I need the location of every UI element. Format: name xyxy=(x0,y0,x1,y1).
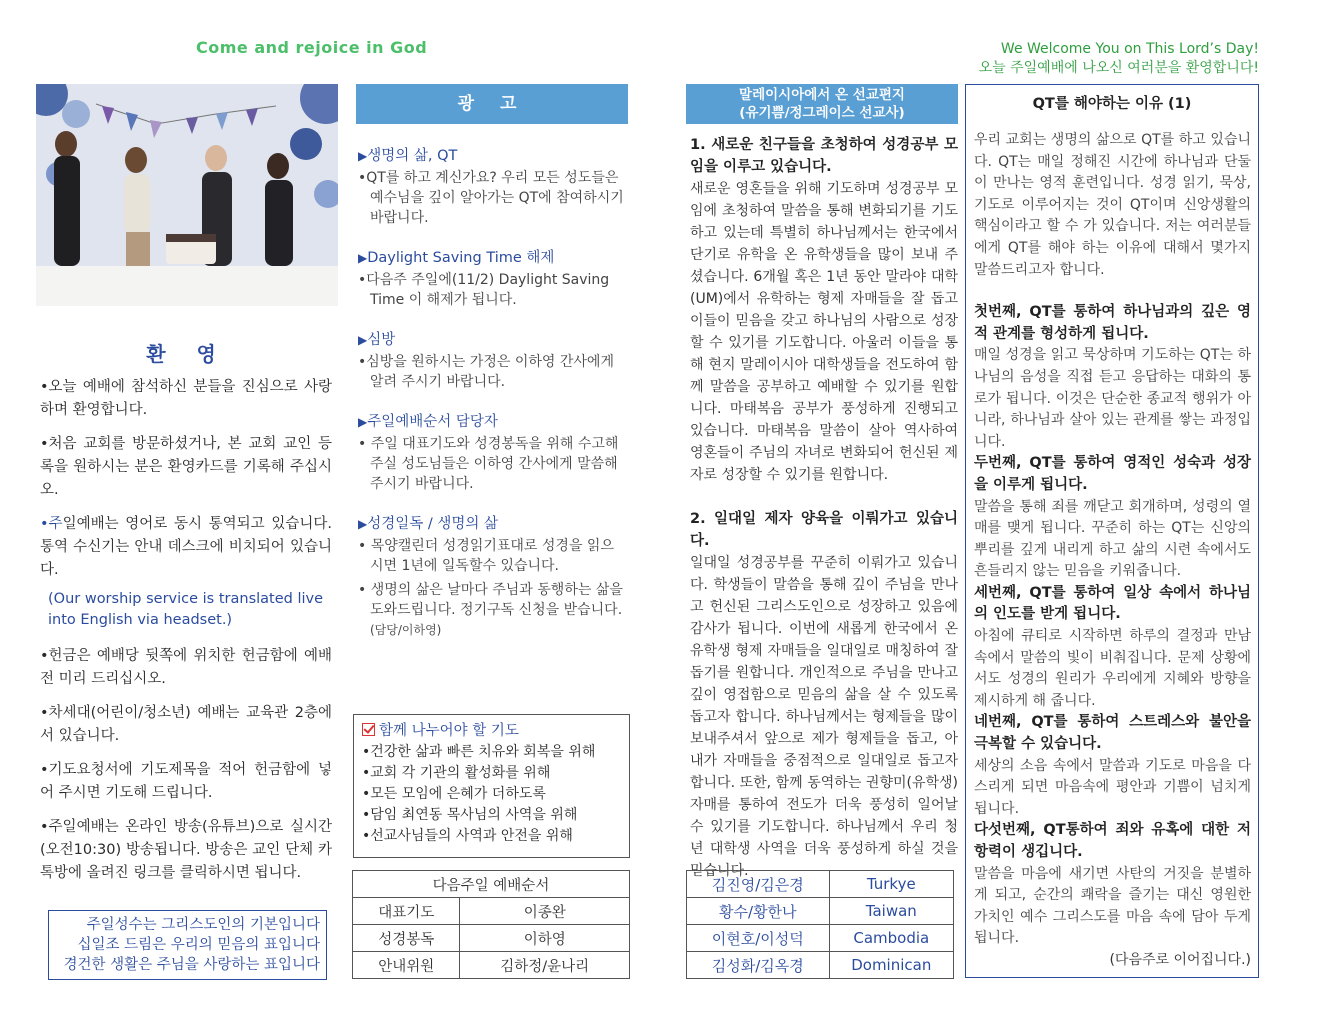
ad-section xyxy=(358,412,626,494)
prayer-box xyxy=(353,714,630,858)
table-title: 다음주일 예배순서 xyxy=(353,871,630,898)
table-row xyxy=(687,925,954,952)
mission-paragraph: 새로운 영혼들을 위해 기도하며 성경공부 모임에 초청하여 말씀을 통해 변화되기를 기도하고 있는데 특별히 하나님께서는 한국에서 단기로 유학을 온 유학생들을 많이 보내 주셨습니다. 6개월 혹은 1년 동안 말라야 대학(UM)에서 유학하는 형제 자매들을 잘 돕고 이들이 믿음을 갖고 하나님의 사람으로 성장할 수 있기를 기도합니다. 아울러 이들을 통해 현지 말레이시아 대학생들을 전도하여 함께 말씀을 공부하고 예배할 수 있기를 원합니다. 마태복음 공부가 풍성하게 진행되고 있습니다. 마태복음 말씀이 살아 역사하여 영혼들이 주님의 자녀로 변화되어 헌신된 제자로 성장할 수 있기를 원합니다. xyxy=(690,181,958,483)
missionary-names: 황수/황한나 xyxy=(687,898,830,925)
mission-letter-title xyxy=(686,84,958,124)
prayer-item: •건강한 삶과 빠른 치유와 회복을 위해 xyxy=(362,744,596,760)
role-cell: 대표기도 xyxy=(353,898,460,925)
name-cell: 김하정/윤나리 xyxy=(460,952,630,979)
table-row xyxy=(687,871,954,898)
next-service-order-table xyxy=(352,870,630,979)
role-cell: 안내위원 xyxy=(353,952,460,979)
welcome-item: •주일예배는 영어로 동시 통역되고 있습니다. 통역 수신기는 안내 데스크에 비치되어 있습니다. xyxy=(40,516,332,578)
qt-point-heading: 첫번째, QT를 통하여 하나님과의 깊은 영적 관계를 형성하게 됩니다. xyxy=(974,304,1251,342)
checkbox-icon xyxy=(362,723,375,736)
triangle-icon: ▶ xyxy=(358,149,368,163)
missionary-country: Taiwan xyxy=(829,898,953,925)
ad-line: • 생명의 삶은 날마다 주님과 동행하는 삶을 도와드립니다. 정기구독 신청을 받습니다. (담당/이하영) xyxy=(358,582,623,637)
table-row xyxy=(353,871,630,898)
ad-section xyxy=(358,146,626,228)
tagline: Come and rejoice in God xyxy=(196,38,428,57)
prayer-item: •교회 각 기관의 활성화를 위해 xyxy=(362,765,551,781)
ad-title: ▶주일예배순서 담당자 xyxy=(358,414,498,430)
table-row xyxy=(353,925,630,952)
qt-point-body: 말씀을 통해 죄를 깨닫고 회개하며, 성령의 열매를 맺게 됩니다. 꾸준히 하는 QT는 신앙의 뿌리를 깊게 내리게 하고 삶의 시련 속에서도 흔들리지 않는 믿음을 키워줍니다. xyxy=(974,498,1251,580)
table-row xyxy=(353,898,630,925)
welcome-korean: 오늘 주일예배에 나오신 여러분을 환영합니다! xyxy=(978,60,1259,76)
continued-note: (다음주로 이어집니다.) xyxy=(1109,951,1251,968)
congregation-photo xyxy=(36,84,338,306)
mission-title-line: 말레이시아에서 온 선교편지 xyxy=(739,87,905,103)
qt-point-body: 세상의 소음 속에서 말씀과 기도로 마음을 다스리게 되면 마음속에 평안과 기쁨이 넘치게 됩니다. xyxy=(974,757,1251,817)
welcome-title: 환 영 xyxy=(146,342,228,366)
quote-line: 주일성수는 그리스도인의 기본입니다 xyxy=(86,917,320,933)
triangle-icon: ▶ xyxy=(358,251,368,265)
quote-line: 경건한 생활은 주님을 사랑하는 표입니다 xyxy=(63,957,320,973)
qt-point-body: 매일 성경을 읽고 묵상하며 기도하는 QT는 하나님의 음성을 직접 듣고 응답하는 대화의 통로가 됩니다. 이것은 단순한 종교적 행위가 아니라, 하나님과 살아 있는 관계를 쌓는 과정입니다. xyxy=(974,347,1251,450)
table-row xyxy=(687,952,954,979)
mission-heading: 2. 일대일 제자 양육을 이뤄가고 있습니다. xyxy=(690,511,958,549)
mission-heading: 1. 새로운 친구들을 초청하여 성경공부 모임을 이루고 있습니다. xyxy=(690,137,958,175)
translation-note: (Our worship service is translated live into English via headset.) xyxy=(48,591,324,628)
sabbath-quote-box xyxy=(48,910,327,980)
missionary-names: 김진영/김은경 xyxy=(687,871,830,898)
qt-body xyxy=(974,130,1251,972)
ad-line: • 주일 대표기도와 성경봉독을 위해 수고해 주실 성도님들은 이하영 간사에게 말씀해 주시기 바랍니다. xyxy=(358,436,619,492)
ad-contact: (담당/이하영) xyxy=(370,623,442,637)
ad-line: •다음주 주일에(11/2) Daylight Saving Time 이 해제가 됩니다. xyxy=(358,272,610,308)
name-cell: 이하영 xyxy=(460,925,630,952)
missionary-names: 이현호/이성덕 xyxy=(687,925,830,952)
qt-point-body: 말씀을 마음에 새기면 사탄의 거짓을 분별하게 되고, 순간의 쾌락을 즐기는 대신 영원한 가치인 예수 그리스도를 마음 속에 담아 두게 됩니다. xyxy=(974,865,1251,947)
missionary-country: Dominican xyxy=(829,952,953,979)
welcome-english: We Welcome You on This Lord’s Day! xyxy=(1000,41,1259,57)
prayer-item: •담임 최연동 목사님의 사역을 위해 xyxy=(362,807,578,823)
prayer-title: 함께 나누어야 할 기도 xyxy=(362,721,629,742)
welcome-item: •처음 교회를 방문하셨거나, 본 교회 교인 등록을 원하시는 분은 환영카드를 기록해 주십시오. xyxy=(40,436,332,498)
mission-paragraph: 일대일 성경공부를 꾸준히 이뤄가고 있습니다. 학생들이 말씀을 통해 깊이 주님을 만나고 헌신된 그리스도인으로 성장하고 있음에 감사가 됩니다. 이번에 새롭게 한국에서 온 유학생 형제 자매들을 일대일로 매칭하여 잘 돕기를 원합니다. 개인적으로 주님을 만나고 깊이 영접함으로 믿음의 삶을 살 수 있도록 돕고자 합니다. 하나님께서는 형제들을 많이 보내주셔서 앞으로 제가 형제들을 돕고, 아내가 자매들을 중점적으로 일대일로 돕고자 합니다. 또한, 함께 동역하는 권향미(유학생) 자매를 통하여 전도가 더욱 풍성히 일어날 수 있기를 기도합니다. 하나님께서 우리 청년 대학생 사역을 더욱 풍성하게 하실 것을 믿습니다. xyxy=(690,555,958,879)
name-cell: 이종완 xyxy=(460,898,630,925)
ad-section xyxy=(358,514,626,640)
mission-title-line: (유기쁨/정그레이스 선교사) xyxy=(739,105,905,121)
welcome-item: •오늘 예배에 참석하신 분들을 진심으로 사랑하며 환영합니다. xyxy=(40,379,332,418)
ad-section xyxy=(358,248,626,310)
welcome-item: •차세대(어린이/청소년) 예배는 교육관 2층에서 있습니다. xyxy=(40,705,332,744)
qt-point-heading: 두번째, QT를 통하여 영적인 성숙과 성장을 이루게 됩니다. xyxy=(974,455,1251,493)
photo-illustration xyxy=(36,84,338,306)
triangle-icon: ▶ xyxy=(358,333,368,347)
missionaries-table xyxy=(686,870,954,979)
ad-line: •심방을 원하시는 가정은 이하영 간사에게 알려 주시기 바랍니다. xyxy=(358,354,614,390)
qt-point-heading: 세번째, QT를 통하여 일상 속에서 하나님의 인도를 받게 됩니다. xyxy=(974,584,1251,623)
welcome-item: •주일예배는 온라인 방송(유튜브)으로 실시간 (오전10:30) 방송됩니다. 방송은 교인 단체 카톡방에 올려진 링크를 클릭하시면 됩니다. xyxy=(40,819,332,881)
missionary-country: Turkye xyxy=(829,871,953,898)
ad-line: •QT를 하고 계신가요? 우리 모든 성도들은 예수님을 깊이 알아가는 QT에 참여하시기 바랍니다. xyxy=(358,170,624,226)
qt-point-body: 아침에 큐티로 시작하면 하루의 결정과 만남 속에서 말씀의 빛이 비춰집니다. 문제 상황에서도 성경의 원리가 우리에게 지혜와 방향을 제시하게 해 줍니다. xyxy=(974,628,1251,709)
missionary-names: 김성화/김옥경 xyxy=(687,952,830,979)
qt-title: QT를 해야하는 이유 (1) xyxy=(1032,96,1192,112)
table-row xyxy=(353,952,630,979)
qt-point-heading: 다섯번째, QT통하여 죄와 유혹에 대한 저항력이 생깁니다. xyxy=(974,822,1251,860)
mission-letter-body xyxy=(690,134,958,882)
ad-line: • 목양캘린더 성경읽기표대로 성경을 읽으시면 1년에 일독할수 있습니다. xyxy=(358,538,614,574)
qt-intro: 우리 교회는 생명의 삶으로 QT를 하고 있습니다. QT는 매일 정해진 시간에 하나님과 단둘이 만나는 영적 훈련입니다. 성경 읽기, 묵상, 기도로 이루어지는 것이 QT이며 신앙생활의 핵심이라고 할 수 가 있습니다. 저는 여러분들에게 QT를 해야 하는 이유에 대해서 몇가지 말씀드리고자 합니다. xyxy=(974,132,1251,278)
prayer-item: •선교사님들의 사역과 안전을 위해 xyxy=(362,828,573,844)
welcome-list xyxy=(40,376,332,896)
welcome-item: •헌금은 예배당 뒷쪽에 위치한 헌금함에 예배전 미리 드리십시오. xyxy=(40,648,332,687)
missionary-country: Cambodia xyxy=(829,925,953,952)
ad-title: ▶심방 xyxy=(358,332,396,348)
ads-title: 광 고 xyxy=(356,84,628,124)
ad-section xyxy=(358,330,626,392)
quote-line: 십일조 드림은 우리의 믿음의 표입니다 xyxy=(77,937,320,953)
welcome-header xyxy=(900,40,1259,78)
welcome-item: •기도요청서에 기도제목을 적어 헌금함에 넣어 주시면 기도해 드립니다. xyxy=(40,762,332,801)
table-row xyxy=(687,898,954,925)
ad-title: ▶성경일독 / 생명의 삶 xyxy=(358,516,499,532)
qt-point-heading: 네번째, QT를 통하여 스트레스와 불안을 극복할 수 있습니다. xyxy=(974,714,1251,753)
prayer-item: •모든 모임에 은혜가 더하도록 xyxy=(362,786,546,802)
triangle-icon: ▶ xyxy=(358,415,368,429)
triangle-icon: ▶ xyxy=(358,517,368,531)
ad-title: ▶생명의 삶, QT xyxy=(358,148,458,164)
role-cell: 성경봉독 xyxy=(353,925,460,952)
ad-title: ▶Daylight Saving Time 해제 xyxy=(358,250,555,266)
ads-list xyxy=(358,146,626,660)
